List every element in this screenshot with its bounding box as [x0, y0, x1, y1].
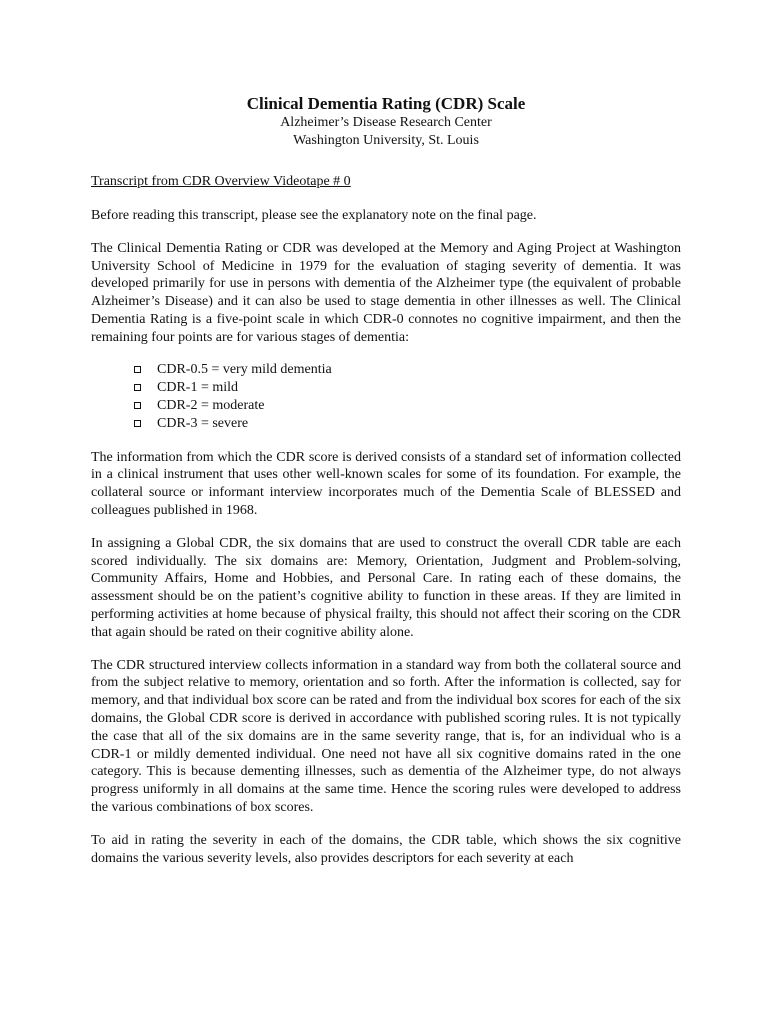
- severity-label: CDR-2 = moderate: [157, 397, 265, 413]
- severity-label: CDR-3 = severe: [157, 415, 249, 431]
- transcript-heading: Transcript from CDR Overview Videotape # 0: [91, 174, 351, 189]
- checkbox-icon: [134, 366, 141, 373]
- paragraph-information-source: The information from which the CDR score is derived consists of a standard set of information collected in a clinical instrument that uses other well-known scales for some of its foundation. For example, the collateral source or informant interview incorporates much of the Dementia Scale of BLESSED and colleagues published in 1968.: [91, 449, 681, 518]
- paragraph-structured-interview: The CDR structured interview collects information in a standard way from both the collateral source and from the subject relative to memory, orientation and so forth. After the information is collected, say for memory, and that individual box score can be rated and from the individual box scores for each of the six domains, the Global CDR score is derived in accordance with published scoring rules. It is not typically the case that all of the six domains are in the same severity range, that is, for an individual who is a CDR-1 or mildly demented individual. One need not have all six cognitive domains rated in the one category. This is because dementing illnesses, such as dementia of the Alzheimer type, do not always progress uniformly in all domains at the same time. Hence the scoring rules were developed to address the various combinations of box scores.: [91, 657, 681, 815]
- severity-label: CDR-1 = mild: [157, 379, 239, 395]
- paragraph-cdr-table: To aid in rating the severity in each of the domains, the CDR table, which shows the six cognitive domains the various severity levels, also provides descriptors for each severity at each: [91, 832, 681, 866]
- checkbox-icon: [134, 402, 141, 409]
- institution-location: Washington University, St. Louis: [293, 133, 479, 148]
- checkbox-icon: [134, 420, 141, 427]
- document-page: [91, 94, 681, 867]
- list-item: [134, 415, 681, 433]
- intro-note: Before reading this transcript, please see the explanatory note on the final page.: [91, 208, 537, 223]
- checkbox-icon: [134, 384, 141, 391]
- paragraph-cdr-overview: The Clinical Dementia Rating or CDR was developed at the Memory and Aging Project at Washington University School of Medicine in 1979 for the evaluation of staging severity of dementia. It was developed primarily for use in persons with dementia of the Alzheimer type (the equivalent of probable Alzheimer’s Disease) and it can also be used to stage dementia in other illnesses as well. The Clinical Dementia Rating is a five-point scale in which CDR-0 connotes no cognitive impairment, and then the remaining four points are for various stages of dementia:: [91, 240, 681, 345]
- severity-label: CDR-0.5 = very mild dementia: [157, 361, 332, 377]
- document-title: Clinical Dementia Rating (CDR) Scale: [246, 94, 526, 113]
- severity-list: [134, 361, 681, 433]
- list-item: [134, 361, 681, 379]
- institution-name: Alzheimer’s Disease Research Center: [280, 115, 492, 130]
- paragraph-global-cdr: In assigning a Global CDR, the six domains that are used to construct the overall CDR table are each scored individually. The six domains are: Memory, Orientation, Judgment and Problem-solving, Community Affairs, Home and Hobbies, and Personal Care. In rating each of these domains, the assessment should be on the patient’s cognitive ability to function in these areas. If they are limited in performing activities at home because of physical frailty, this should not affect their scoring on the CDR that again should be rated on their cognitive ability alone.: [91, 535, 681, 640]
- list-item: [134, 397, 681, 415]
- list-item: [134, 379, 681, 397]
